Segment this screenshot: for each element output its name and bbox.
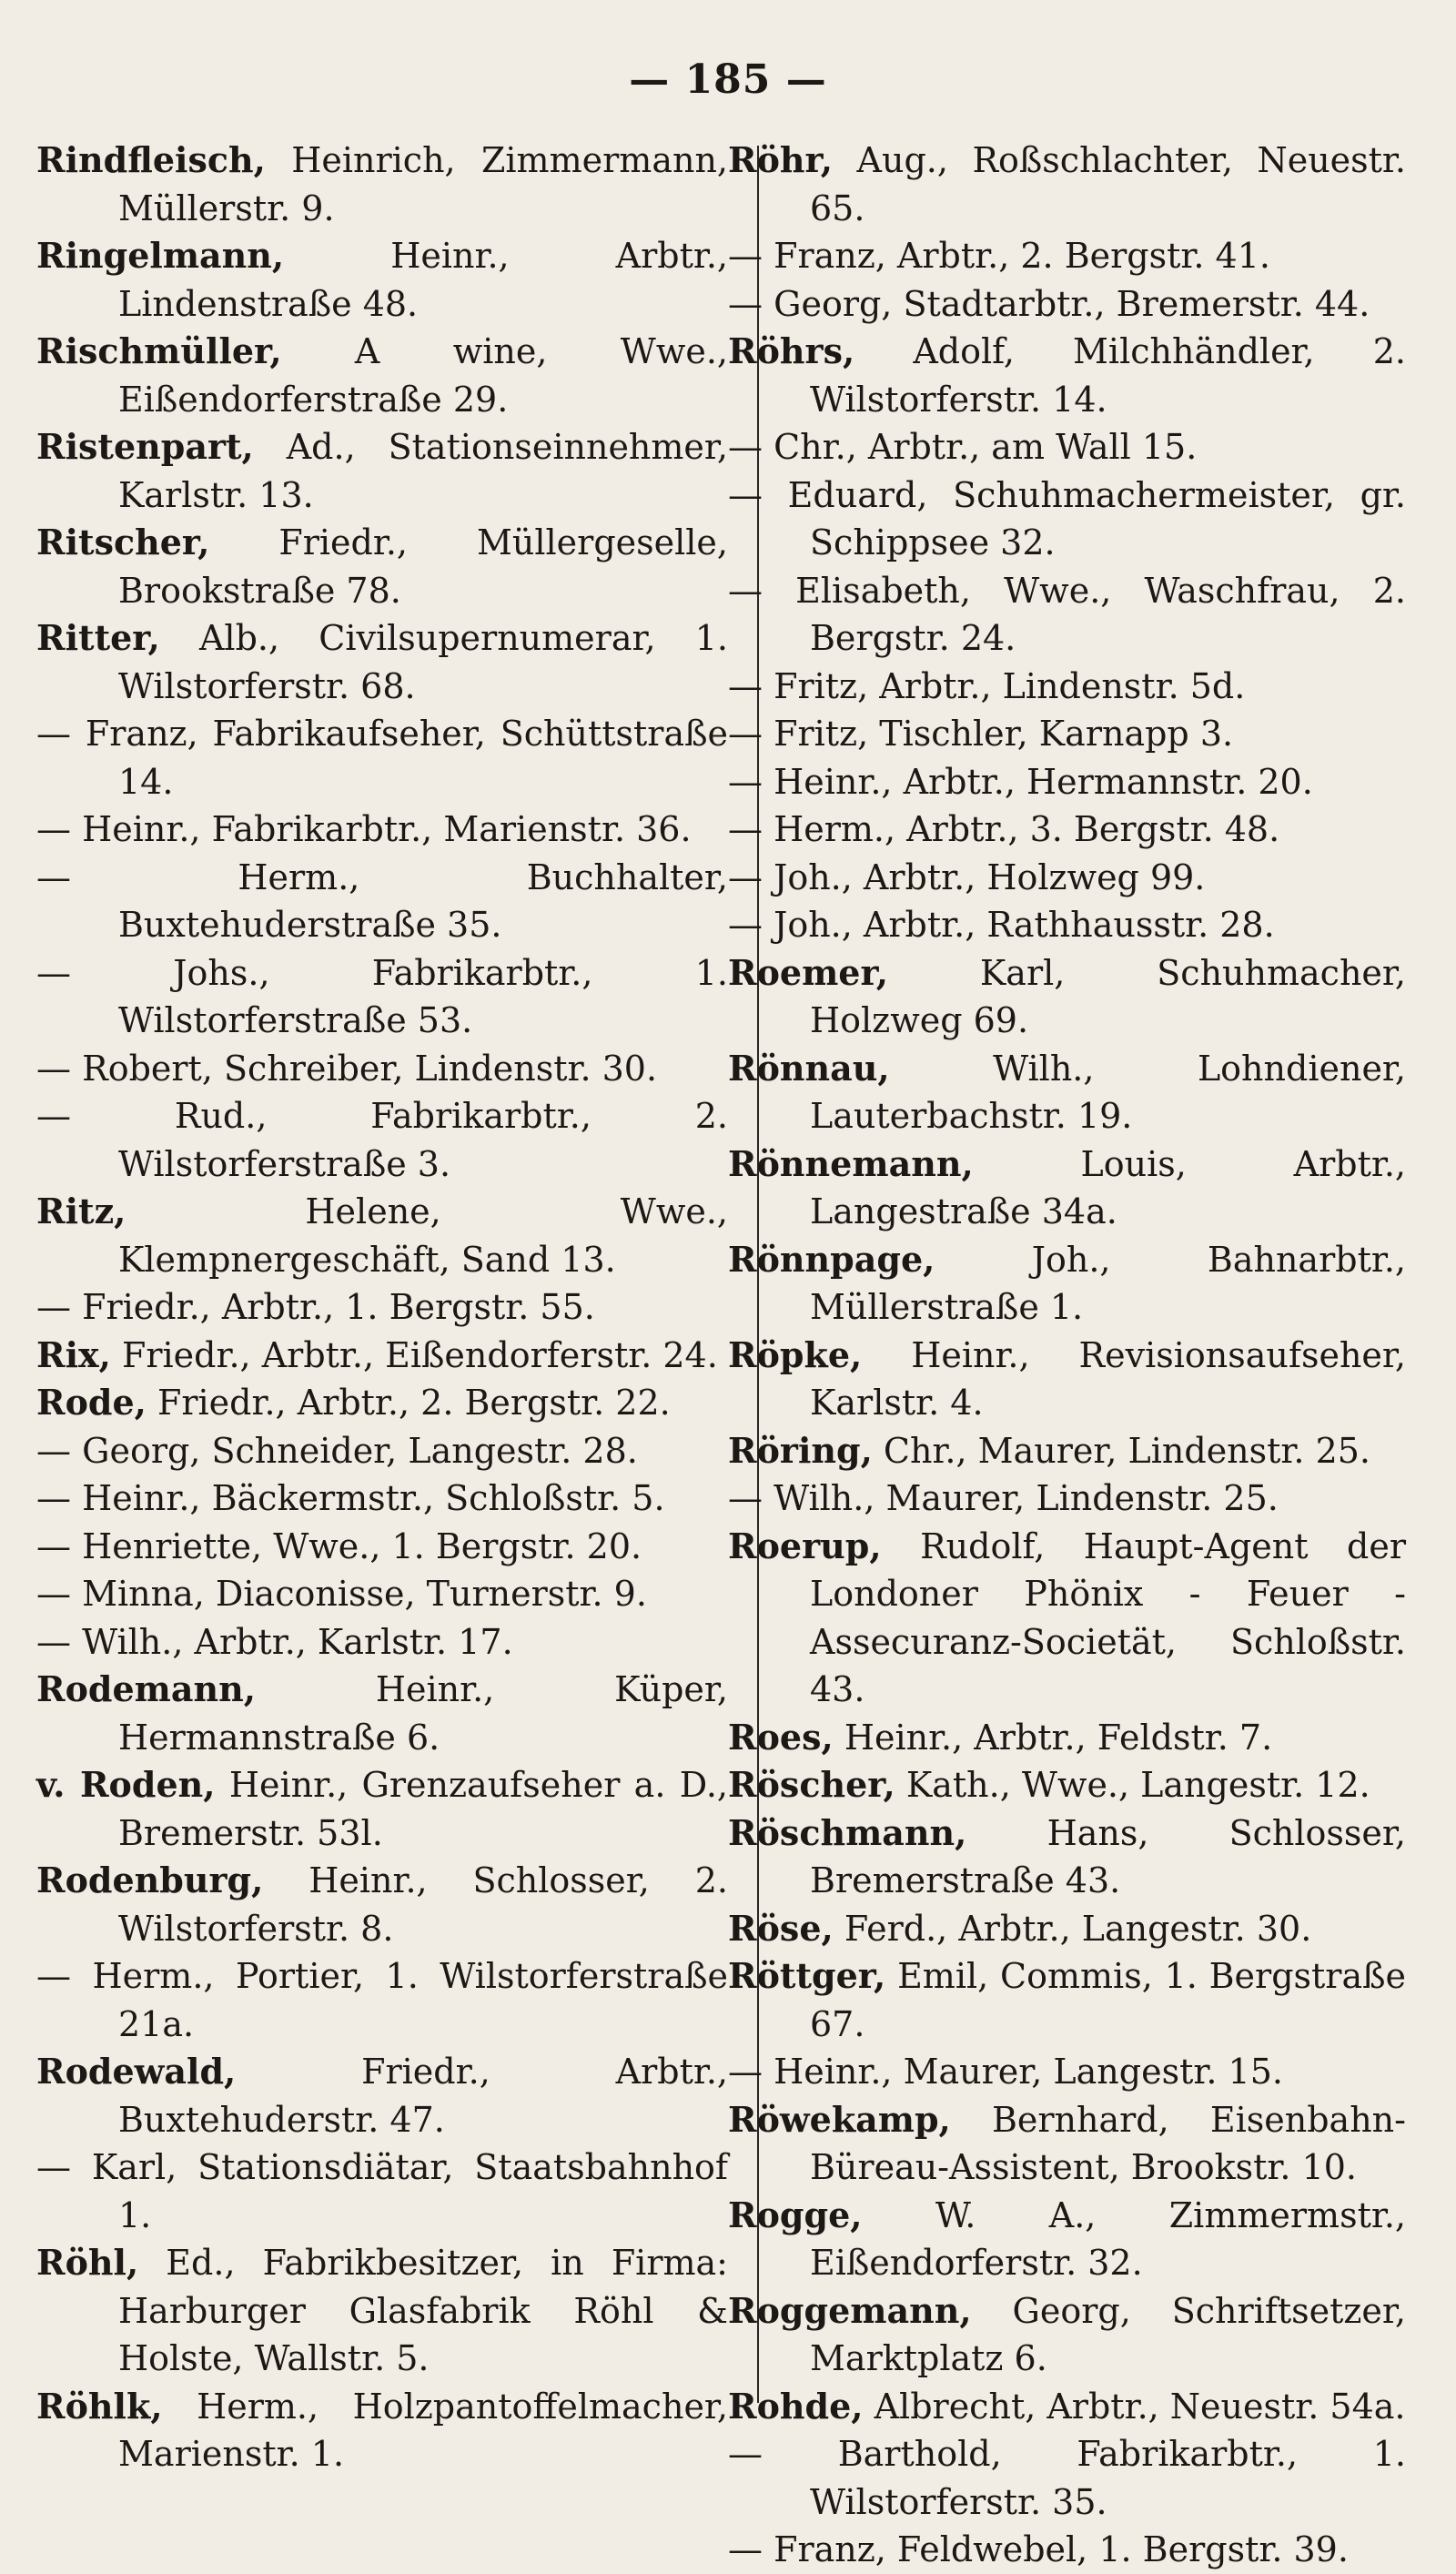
entry-name: Röschmann, xyxy=(728,1811,967,1853)
entry-name: — xyxy=(728,761,774,802)
entry-name: — xyxy=(36,1621,83,1662)
entry-details: Hans, Schlosser, Bremerstraße 43. xyxy=(810,1812,1406,1900)
entry-name: Röse, xyxy=(728,1907,834,1949)
entry-name: Ritscher, xyxy=(36,522,210,562)
entry-name: — xyxy=(728,570,796,611)
entry-name: — xyxy=(36,1574,83,1614)
entry-name: — xyxy=(728,714,774,754)
entry-name: Rix, xyxy=(36,1333,111,1375)
entry xyxy=(728,2287,1406,2383)
entry xyxy=(728,710,1406,758)
entry-details: Chr., Maurer, Lindenstr. 25. xyxy=(872,1430,1371,1471)
entry xyxy=(728,1714,1406,1762)
entry-name: Röhrs, xyxy=(728,330,855,371)
entry-name: — xyxy=(36,1287,83,1327)
entry xyxy=(728,2192,1406,2287)
entry xyxy=(728,2383,1406,2431)
entry-details: Albrecht, Arbtr., Neuestr. 54a. xyxy=(863,2386,1406,2427)
entry xyxy=(36,806,728,854)
entry xyxy=(728,1332,1406,1427)
entry-name: — xyxy=(728,427,774,467)
entry-name: — xyxy=(36,1430,83,1471)
entry xyxy=(728,2526,1406,2574)
entry-details: Franz, Arbtr., 2. Bergstr. 41. xyxy=(774,236,1270,276)
entry-name: Rodewald, xyxy=(36,2051,237,2092)
entry-details: Heinrich, Zimmermann, Müllerstr. 9. xyxy=(118,140,728,228)
entry-name: Röwekamp, xyxy=(728,2098,951,2140)
entry xyxy=(728,854,1406,902)
entry-details: Joh., Arbtr., Rathhausstr. 28. xyxy=(774,905,1275,945)
entry-details: Herm., Arbtr., 3. Bergstr. 48. xyxy=(774,809,1280,849)
entry-name: Rohde, xyxy=(728,2385,864,2427)
entry xyxy=(36,1857,728,1952)
entry-name: — xyxy=(728,1478,774,1518)
entry-name: Rönnau, xyxy=(728,1047,890,1089)
entry xyxy=(36,1188,728,1283)
entry-name: — xyxy=(728,905,774,945)
entry-details: Ed., Fabrikbesitzer, in Firma: Harburger Glasfabrik Röhl & Holste, Wallstr. 5. xyxy=(118,2243,728,2378)
entry-details: Bernhard, Eisenbahn-Büreau-Assistent, Brookstr. 10. xyxy=(810,2099,1406,2187)
entry-name: Rode, xyxy=(36,1382,147,1423)
entry-details: Friedr., Arbtr., Buxtehuderstr. 47. xyxy=(118,2052,728,2140)
entry xyxy=(728,1045,1406,1140)
entry-name: Rogge, xyxy=(728,2194,863,2235)
entry-name: Roggemann, xyxy=(728,2289,972,2331)
entry-name: — xyxy=(36,952,174,993)
entry-name: — xyxy=(36,1048,83,1089)
entry-name: — xyxy=(728,2434,838,2474)
entry-details: Herm., Holzpantoffelmacher, Marienstr. 1. xyxy=(118,2386,728,2474)
entry xyxy=(728,1140,1406,1236)
entry xyxy=(36,949,728,1045)
entry xyxy=(728,2048,1406,2096)
entry xyxy=(728,663,1406,711)
entry-name: — xyxy=(36,714,86,754)
entry-details: Herm., Portier, 1. Wilstorferstraße 21a. xyxy=(92,1956,728,2044)
entry-details: Heinr., Schlosser, 2. Wilstorferstr. 8. xyxy=(118,1860,728,1949)
entry xyxy=(36,1045,728,1093)
entry-details: Adolf, Milchhändler, 2. Wilstorferstr. 14. xyxy=(810,331,1406,420)
entry-details: Heinr., Grenzaufseher a. D., Bremerstr. 53l. xyxy=(118,1765,728,1853)
entry-details: W. A., Zimmermstr., Eißendorferstr. 32. xyxy=(810,2194,1406,2283)
right-column xyxy=(728,137,1406,2574)
entry-name: — xyxy=(36,1525,83,1566)
entry xyxy=(728,1236,1406,1332)
entry xyxy=(728,2096,1406,2192)
entry-name: — xyxy=(728,283,774,324)
entry-details: Henriette, Wwe., 1. Bergstr. 20. xyxy=(82,1525,642,1566)
entry xyxy=(36,2143,728,2239)
entry-name: — xyxy=(36,1478,83,1518)
entry-name: — xyxy=(728,809,774,849)
entry xyxy=(36,1952,728,2048)
entry-name: Rönnpage, xyxy=(728,1238,935,1280)
entry-name: — xyxy=(36,1956,93,1996)
entry-name: Röttger, xyxy=(728,1955,886,1996)
entry-name: Röpke, xyxy=(728,1333,863,1375)
entry xyxy=(728,328,1406,423)
entry xyxy=(728,1809,1406,1905)
entry-details: Aug., Roßschlachter, Neuestr. 65. xyxy=(810,140,1406,228)
entry xyxy=(36,2048,728,2143)
entry xyxy=(728,1523,1406,1714)
left-column xyxy=(36,137,728,2478)
entry xyxy=(728,1952,1406,2048)
entry-name: Rodenburg, xyxy=(36,1860,264,1900)
entry xyxy=(728,949,1406,1045)
entry-details: Kath., Wwe., Langestr. 12. xyxy=(895,1765,1370,1805)
entry-name: Röhlk, xyxy=(36,2385,163,2427)
entry-details: Friedr., Arbtr., 2. Bergstr. 22. xyxy=(146,1383,671,1423)
entry-details: Joh., Arbtr., Holzweg 99. xyxy=(774,856,1206,897)
entry xyxy=(36,614,728,710)
entry-name: Roes, xyxy=(728,1716,834,1758)
entry-details: Heinr., Küper, Hermannstraße 6. xyxy=(118,1669,728,1758)
entry-name: Roemer, xyxy=(728,951,888,993)
entry-name: Röhr, xyxy=(728,139,834,180)
entry-name: — xyxy=(728,2529,774,2569)
entry xyxy=(36,1474,728,1523)
entry xyxy=(728,423,1406,471)
entry-details: Rudolf, Haupt-Agent der Londoner Phönix - Feuer - Assecuranz-Societät, Schloßstr. 43. xyxy=(810,1525,1406,1709)
entry xyxy=(36,2239,728,2383)
entry-details: Minna, Diaconisse, Turnerstr. 9. xyxy=(82,1574,647,1614)
entry-name: Rindfleisch, xyxy=(36,139,266,180)
entry xyxy=(36,137,728,232)
entry-details: Eduard, Schuhmachermeister, gr. Schippsee 32. xyxy=(787,474,1406,562)
entry-details: Chr., Arbtr., am Wall 15. xyxy=(774,427,1198,467)
entry-details: Heinr., Fabrikarbtr., Marienstr. 36. xyxy=(82,809,692,849)
entry-name: Rönnemann, xyxy=(728,1142,974,1184)
entry-name: — xyxy=(36,809,83,849)
entry xyxy=(36,519,728,614)
entry xyxy=(728,232,1406,280)
entry xyxy=(728,137,1406,232)
entry-name: Röring, xyxy=(728,1429,873,1471)
entry xyxy=(36,1332,728,1380)
entry xyxy=(36,1379,728,1427)
entry-details: Robert, Schreiber, Lindenstr. 30. xyxy=(82,1048,658,1089)
entry-name: Röscher, xyxy=(728,1764,895,1805)
entry-details: Joh., Bahnarbtr., Müllerstraße 1. xyxy=(810,1239,1406,1327)
entry-details: Ferd., Arbtr., Langestr. 30. xyxy=(833,1908,1312,1949)
entry-name: — xyxy=(36,2147,92,2187)
entry xyxy=(728,758,1406,806)
entry-details: Wilh., Lohndiener, Lauterbachstr. 19. xyxy=(810,1048,1406,1136)
entry xyxy=(728,2430,1406,2526)
entry-name: Ritter, xyxy=(36,617,160,658)
entry-name: — xyxy=(728,236,774,276)
entry-name: — xyxy=(36,856,238,897)
entry-details: Heinr., Arbtr., Hermannstr. 20. xyxy=(774,761,1313,802)
entry-name: Rodemann, xyxy=(36,1668,256,1709)
entry-name: Ristenpart, xyxy=(36,426,254,467)
entry xyxy=(36,1761,728,1857)
entry xyxy=(36,854,728,949)
entry xyxy=(36,1283,728,1332)
entry xyxy=(728,901,1406,949)
entry-name: — xyxy=(728,2052,774,2092)
entry-name: — xyxy=(728,474,788,515)
entry-name: Ritz, xyxy=(36,1191,126,1231)
entry-details: Fritz, Tischler, Karnapp 3. xyxy=(774,714,1234,754)
entry-details: Heinr., Arbtr., Feldstr. 7. xyxy=(833,1717,1273,1758)
entry xyxy=(36,1092,728,1188)
entry xyxy=(36,2383,728,2478)
entry-name: Roerup, xyxy=(728,1525,882,1566)
entry-details: Herm., Buchhalter, Buxtehuderstraße 35. xyxy=(118,856,728,945)
entry-details: Georg, Schneider, Langestr. 28. xyxy=(82,1430,638,1471)
entry-details: Georg, Stadtarbtr., Bremerstr. 44. xyxy=(774,283,1370,324)
entry-details: Wilh., Maurer, Lindenstr. 25. xyxy=(774,1478,1279,1518)
entry xyxy=(728,280,1406,329)
entry-name: v. Roden, xyxy=(36,1764,216,1805)
entry xyxy=(36,710,728,806)
entry-details: Emil, Commis, 1. Bergstraße 67. xyxy=(810,1956,1406,2044)
entry-details: Karl, Schuhmacher, Holzweg 69. xyxy=(810,952,1406,1040)
entry xyxy=(728,1761,1406,1809)
entry-details: Ad., Stationseinnehmer, Karlstr. 13. xyxy=(118,427,728,515)
entry-details: Fritz, Arbtr., Lindenstr. 5d. xyxy=(774,665,1246,706)
entry xyxy=(728,471,1406,567)
entry xyxy=(36,328,728,423)
entry-details: Wilh., Arbtr., Karlstr. 17. xyxy=(82,1621,513,1662)
entry-details: Rud., Fabrikarbtr., 2. Wilstorferstraße 3. xyxy=(118,1096,728,1184)
entry xyxy=(36,232,728,328)
entry-details: Franz, Fabrikaufseher, Schüttstraße 14. xyxy=(85,714,728,802)
entry xyxy=(36,1666,728,1761)
entry xyxy=(728,806,1406,854)
entry-name: — xyxy=(728,856,774,897)
entry-details: Helene, Wwe., Klempnergeschäft, Sand 13. xyxy=(118,1191,728,1280)
entry xyxy=(36,1523,728,1571)
entry-name: Rischmüller, xyxy=(36,330,282,371)
entry-details: Alb., Civilsupernumerar, 1. Wilstorferstr. 68. xyxy=(118,618,728,706)
entry-details: Heinr., Maurer, Langestr. 15. xyxy=(774,2052,1283,2092)
entry-details: Friedr., Arbtr., 1. Bergstr. 55. xyxy=(82,1287,595,1327)
entry xyxy=(728,1905,1406,1953)
entry-details: Friedr., Arbtr., Eißendorferstr. 24. xyxy=(110,1334,718,1375)
entry-details: Heinr., Arbtr., Lindenstraße 48. xyxy=(118,236,728,324)
entry-name: Ringelmann, xyxy=(36,235,285,276)
page-number: — 185 — xyxy=(629,56,827,103)
entry-details: Elisabeth, Wwe., Waschfrau, 2. Bergstr. 24. xyxy=(795,570,1406,658)
entry-details: Barthold, Fabrikarbtr., 1. Wilstorferstr. 35. xyxy=(810,2434,1406,2522)
entry xyxy=(36,423,728,519)
entry-details: Johs., Fabrikarbtr., 1. Wilstorferstraße 53. xyxy=(118,952,728,1040)
entry-details: A wine, Wwe., Eißendorferstraße 29. xyxy=(118,331,728,420)
entry-name: Röhl, xyxy=(36,2242,139,2283)
entry-details: Karl, Stationsdiätar, Staatsbahnhof 1. xyxy=(91,2147,728,2235)
entry-name: — xyxy=(36,1096,175,1136)
entry-details: Heinr., Bäckermstr., Schloßstr. 5. xyxy=(82,1478,665,1518)
entry xyxy=(36,1427,728,1475)
entry-details: Georg, Schriftsetzer, Marktplatz 6. xyxy=(810,2290,1406,2378)
entry-name: — xyxy=(728,665,774,706)
entry-details: Louis, Arbtr., Langestraße 34a. xyxy=(810,1143,1406,1231)
entry-details: Friedr., Müllergeselle, Brookstraße 78. xyxy=(118,522,728,611)
entry xyxy=(728,1474,1406,1523)
entry-details: Franz, Feldwebel, 1. Bergstr. 39. xyxy=(774,2529,1349,2569)
entry xyxy=(36,1570,728,1618)
entry xyxy=(36,1618,728,1667)
entry-details: Heinr., Revisionsaufseher, Karlstr. 4. xyxy=(810,1334,1406,1423)
entry xyxy=(728,1427,1406,1475)
entry xyxy=(728,567,1406,663)
